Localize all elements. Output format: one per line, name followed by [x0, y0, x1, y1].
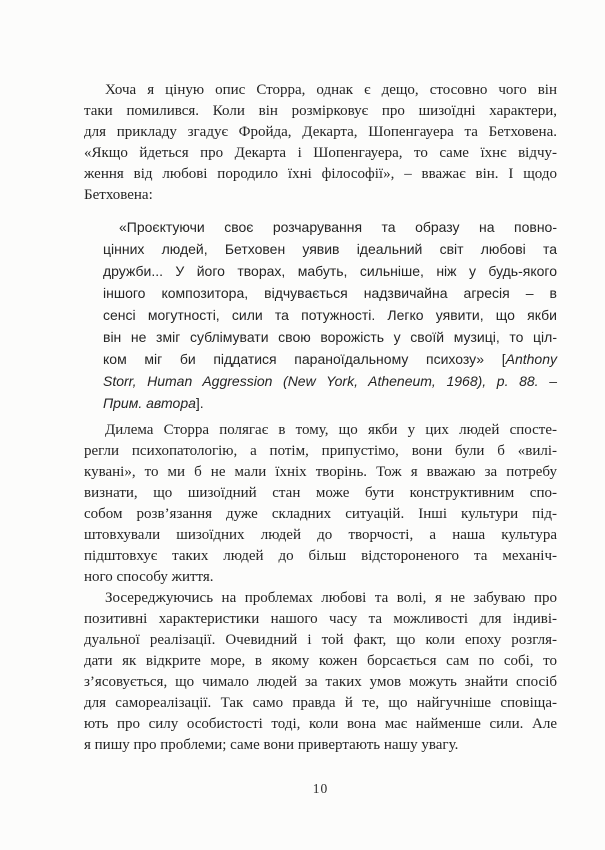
text-line: він не зміг сублімувати свою ворожість у своїй музиці, то ціл- [103, 329, 557, 345]
text-line: ження від любові породило їхні філософії», – вважає він. І щодо [84, 166, 557, 182]
text-line: цінних людей, Бетховен уявив ідеальний світ любові та [103, 241, 557, 257]
text-line: Зосереджуючись на проблемах любові та волі, я не забуваю про [105, 590, 557, 606]
text-line: «Якщо йдеться про Декарта і Шопенгауера, то саме їхнє відчу- [84, 145, 557, 161]
text-line: дати як відкрите море, в якому кожен борсається сам по собі, то [84, 653, 557, 669]
text-line: для самореалізації. Так само правда й те, що найгучніше сповіща- [84, 695, 557, 711]
text-line: для прикладу згадує Фройда, Декарта, Шопенгауера та Бетховена. [84, 124, 557, 140]
text-line: Дилема Сторра полягає в тому, що якби у цих людей спосте- [105, 422, 557, 438]
text-line: підштовхує таких людей до більш відстороненого та механіч- [84, 548, 557, 564]
text-line: регли психопатологію, а потім, припустімо, вони були б «вилі- [84, 443, 557, 459]
text-line [103, 392, 557, 414]
text-line [103, 370, 557, 392]
text-line: визнати, що шизоїдний стан може бути конструктивним спо- [84, 485, 557, 501]
text-line: дружби... У його творах, мабуть, сильніше, ніж у будь-якого [103, 263, 557, 279]
paragraph-storr-dilemma [84, 420, 557, 588]
text-line: сенсі могутності, сили та потужності. Легко уявити, що якби [103, 307, 557, 323]
text-line: ного способу життя. [84, 569, 214, 585]
paragraph-love-and-will [84, 588, 557, 756]
text-column [84, 80, 557, 756]
text-line: я пишу про проблеми; саме вони привертають нашу увагу. [84, 737, 459, 753]
text-run: ]. [195, 395, 204, 411]
italic-text-run: Прим. автора [103, 395, 196, 411]
text-line: позитивні характеристики нашого часу та можливості для індиві- [84, 611, 557, 627]
text-line: з’ясовується, що чимало людей за таких умов можуть знайти спосіб [84, 674, 557, 690]
text-line: Хоча я ціную опис Сторра, однак є дещо, стосовно чого він [105, 82, 557, 98]
block-quote-beethoven [103, 216, 557, 414]
text-line [103, 348, 557, 370]
paragraph-storr-intro [84, 80, 557, 206]
text-line: дуальної реалізації. Очевидний і той факт, що коли епоху розгля- [84, 632, 557, 648]
text-run: ком міг би піддатися параноїдальному психозу» [ [103, 351, 506, 367]
italic-text-run: Storr, Human Aggression (New York, Atheneum, 1968), p. 88. – [103, 373, 557, 389]
text-line: кувані», то ми б не мали їхніх творінь. Тож я вважаю за потребу [84, 464, 557, 480]
text-line: ють про силу особистості тоді, коли вона має найменше сили. Але [84, 716, 557, 732]
text-line: «Проєктуючи своє розчарування та образу на повно- [119, 219, 557, 235]
text-line: Бетховена: [84, 187, 153, 203]
text-line: штовхували шизоїдних людей до творчості, а наша культура [84, 527, 557, 543]
page-number: 10 [312, 781, 329, 796]
text-line: таки помилився. Коли він розмірковує про шизоїдні характери, [84, 103, 557, 119]
text-line: іншого композитора, відчувається надзвичайна агресія – в [103, 285, 557, 301]
italic-text-run: Anthony [505, 351, 557, 367]
text-line: собом розв’язання дуже складних ситуацій. Інші культури під- [84, 506, 557, 522]
